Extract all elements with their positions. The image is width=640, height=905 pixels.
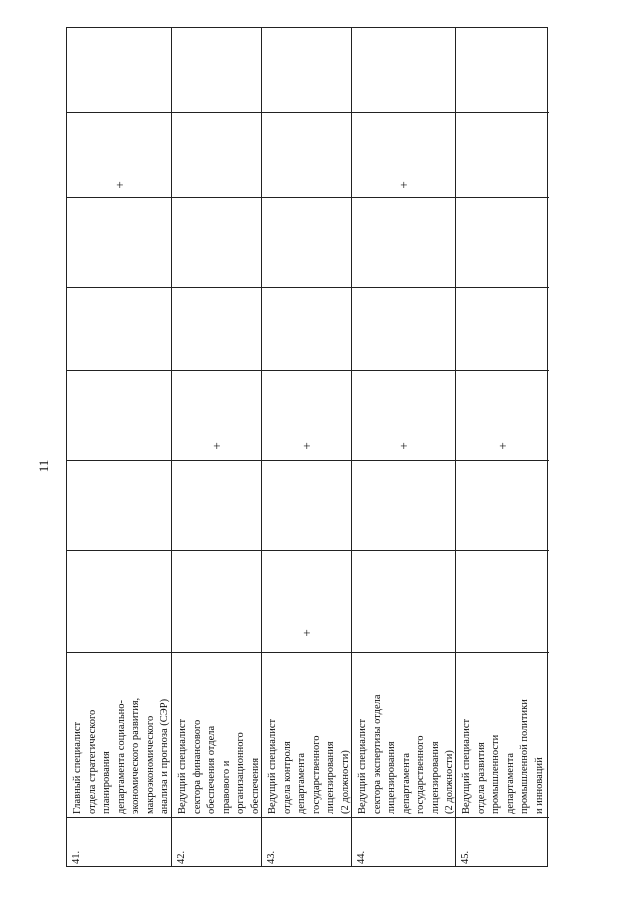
mark-cell	[67, 288, 171, 371]
number-cell	[67, 818, 171, 868]
position-line: отдела развития	[475, 742, 487, 814]
position-cell	[262, 653, 351, 818]
mark-cell	[67, 461, 171, 551]
position-line: отдела стратегического	[86, 709, 98, 814]
plus-mark: +	[111, 181, 127, 189]
position-line: государственного	[415, 735, 426, 814]
mark-cell	[172, 288, 261, 371]
mark-cell	[262, 461, 351, 551]
plus-mark: +	[209, 442, 224, 450]
mark-cell	[172, 198, 261, 288]
position-title	[456, 653, 551, 818]
number-cell	[456, 818, 549, 868]
mark-cell	[172, 461, 261, 551]
position-line: департамента	[400, 752, 412, 814]
table-row	[262, 28, 352, 866]
position-line: и инноваций	[533, 757, 545, 814]
position-line: промышленной политики	[519, 699, 530, 814]
mark-cell	[456, 113, 549, 198]
position-line: лицензирования	[325, 741, 336, 814]
table-row	[456, 28, 549, 866]
mark-cell	[172, 113, 261, 198]
mark-cell	[67, 551, 171, 653]
position-line: обеспечения	[249, 757, 261, 814]
position-cell	[172, 653, 261, 818]
position-title	[262, 653, 357, 818]
position-line: Ведущий специалист	[177, 718, 188, 814]
position-cell	[67, 653, 171, 818]
position-line: макроэкономического	[144, 715, 156, 814]
mark-cell	[67, 198, 171, 288]
position-line: лицензирования	[386, 741, 397, 814]
row-number: 45.	[460, 850, 471, 864]
plus-mark: +	[396, 181, 411, 189]
position-line: Ведущий специалист	[357, 718, 368, 814]
page-number: 11	[36, 459, 51, 473]
mark-cell	[262, 198, 351, 288]
mark-cell	[456, 28, 549, 113]
position-title	[352, 653, 462, 818]
position-line: департамента	[504, 752, 516, 814]
mark-cell	[352, 461, 455, 551]
position-title	[172, 653, 267, 818]
mark-cell	[456, 551, 549, 653]
mark-cell	[67, 371, 171, 461]
position-line: сектора экспертизы отдела	[371, 694, 383, 814]
position-line: сектора финансового	[191, 719, 203, 814]
mark-cell	[172, 551, 261, 653]
row-number: 44.	[356, 850, 367, 864]
position-line: Ведущий специалист	[461, 718, 472, 814]
plus-mark: +	[494, 442, 510, 450]
position-cell	[352, 653, 455, 818]
mark-cell	[262, 113, 351, 198]
mark-cell	[456, 461, 549, 551]
mark-cell	[352, 198, 455, 288]
mark-cell	[262, 288, 351, 371]
mark-cell	[172, 28, 261, 113]
number-cell	[352, 818, 455, 868]
position-line: (2 должности)	[444, 750, 455, 814]
table-row	[67, 28, 172, 866]
table-row	[352, 28, 456, 866]
row-number: 43.	[266, 850, 277, 864]
position-line: экономического развития,	[130, 697, 141, 814]
mark-cell	[352, 28, 455, 113]
table-row	[172, 28, 262, 866]
position-title	[67, 653, 177, 818]
mark-cell	[352, 288, 455, 371]
position-line: промышленности	[490, 734, 501, 814]
mark-cell	[67, 28, 171, 113]
plus-mark: +	[396, 442, 411, 450]
row-number: 42.	[176, 850, 187, 864]
position-line: лицензирования	[429, 741, 441, 814]
plus-mark: +	[299, 629, 314, 637]
position-line: отдела контроля	[281, 741, 293, 814]
position-line: государственного	[310, 735, 322, 814]
rotated-table	[66, 27, 548, 867]
position-line: (2 должности)	[339, 750, 351, 814]
position-line: планирования	[101, 751, 112, 814]
number-cell	[262, 818, 351, 868]
mark-cell	[352, 551, 455, 653]
mark-cell	[262, 28, 351, 113]
position-line: обеспечения отдела	[206, 725, 217, 814]
mark-cell	[456, 198, 549, 288]
position-line: департамента социально-	[115, 700, 127, 814]
position-line: Главный специалист	[72, 721, 83, 814]
position-line: Ведущий специалист	[267, 718, 278, 814]
position-cell	[456, 653, 549, 818]
plus-mark: +	[299, 442, 314, 450]
number-cell	[172, 818, 261, 868]
mark-cell	[456, 288, 549, 371]
position-line: правового и	[220, 760, 232, 814]
position-line: организационного	[235, 732, 246, 814]
row-number: 41.	[71, 850, 82, 864]
position-line: департамента	[296, 752, 307, 814]
position-line: анализа и прогноза (СЭР)	[159, 698, 170, 814]
